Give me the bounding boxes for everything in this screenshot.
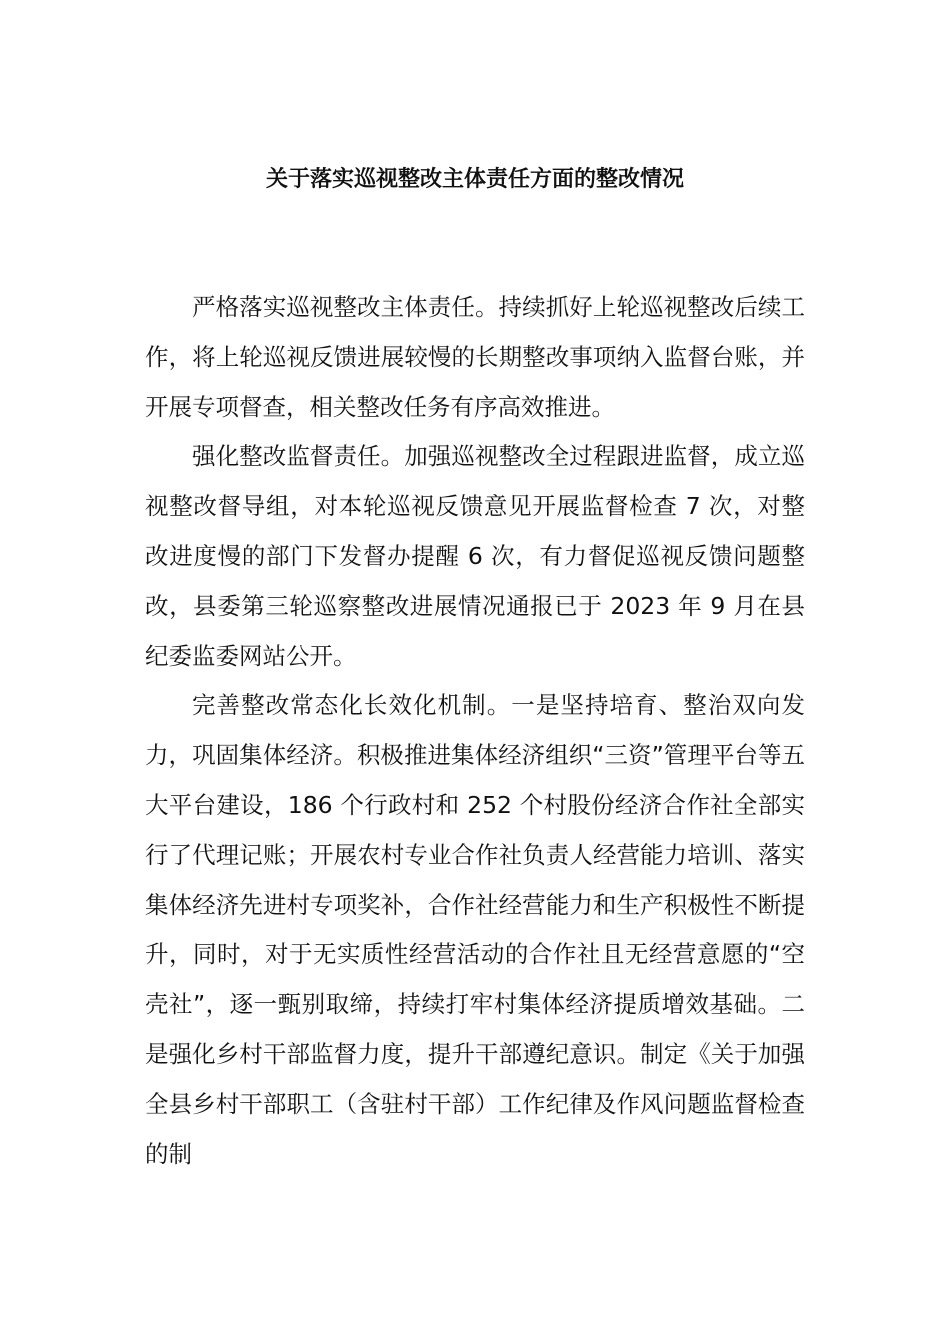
document-title: 关于落实巡视整改主体责任方面的整改情况 [265,167,684,192]
paragraph-2: 强化整改监督责任。加强巡视整改全过程跟进监督，成立巡视整改督导组，对本轮巡视反馈意见开展监督检查 7 次，对整改进度慢的部门下发督办提醒 6 次，有力督促巡视反馈问题整改，县委第三轮巡察整改进展情况通报已于 2023 年 9 月在县纪委监委网站公开。 [145,442,805,670]
paragraph-3: 完善整改常态化长效化机制。一是坚持培育、整治双向发力，巩固集体经济。积极推进集体经济组织“三资”管理平台等五大平台建设，186 个行政村和 252 个村股份经济合作社全部实行了代理记账；开展农村专业合作社负责人经营能力培训、落实集体经济先进村专项奖补，合作社经营能力和生产积极性不断提升，同时，对于无实质性经营活动的合作社且无经营意愿的“空壳社”，逐一甄别取缔，持续打牢村集体经济提质增效基础。二是强化乡村干部监督力度，提升干部遵纪意识。制定《关于加强全县乡村干部职工（含驻村干部）工作纪律及作风问题监督检查的制 [145,691,805,1168]
paragraph-1: 严格落实巡视整改主体责任。持续抓好上轮巡视整改后续工作，将上轮巡视反馈进展较慢的长期整改事项纳入监督台账，并开展专项督查，相关整改任务有序高效推进。 [145,293,805,421]
document-body [145,283,805,1179]
